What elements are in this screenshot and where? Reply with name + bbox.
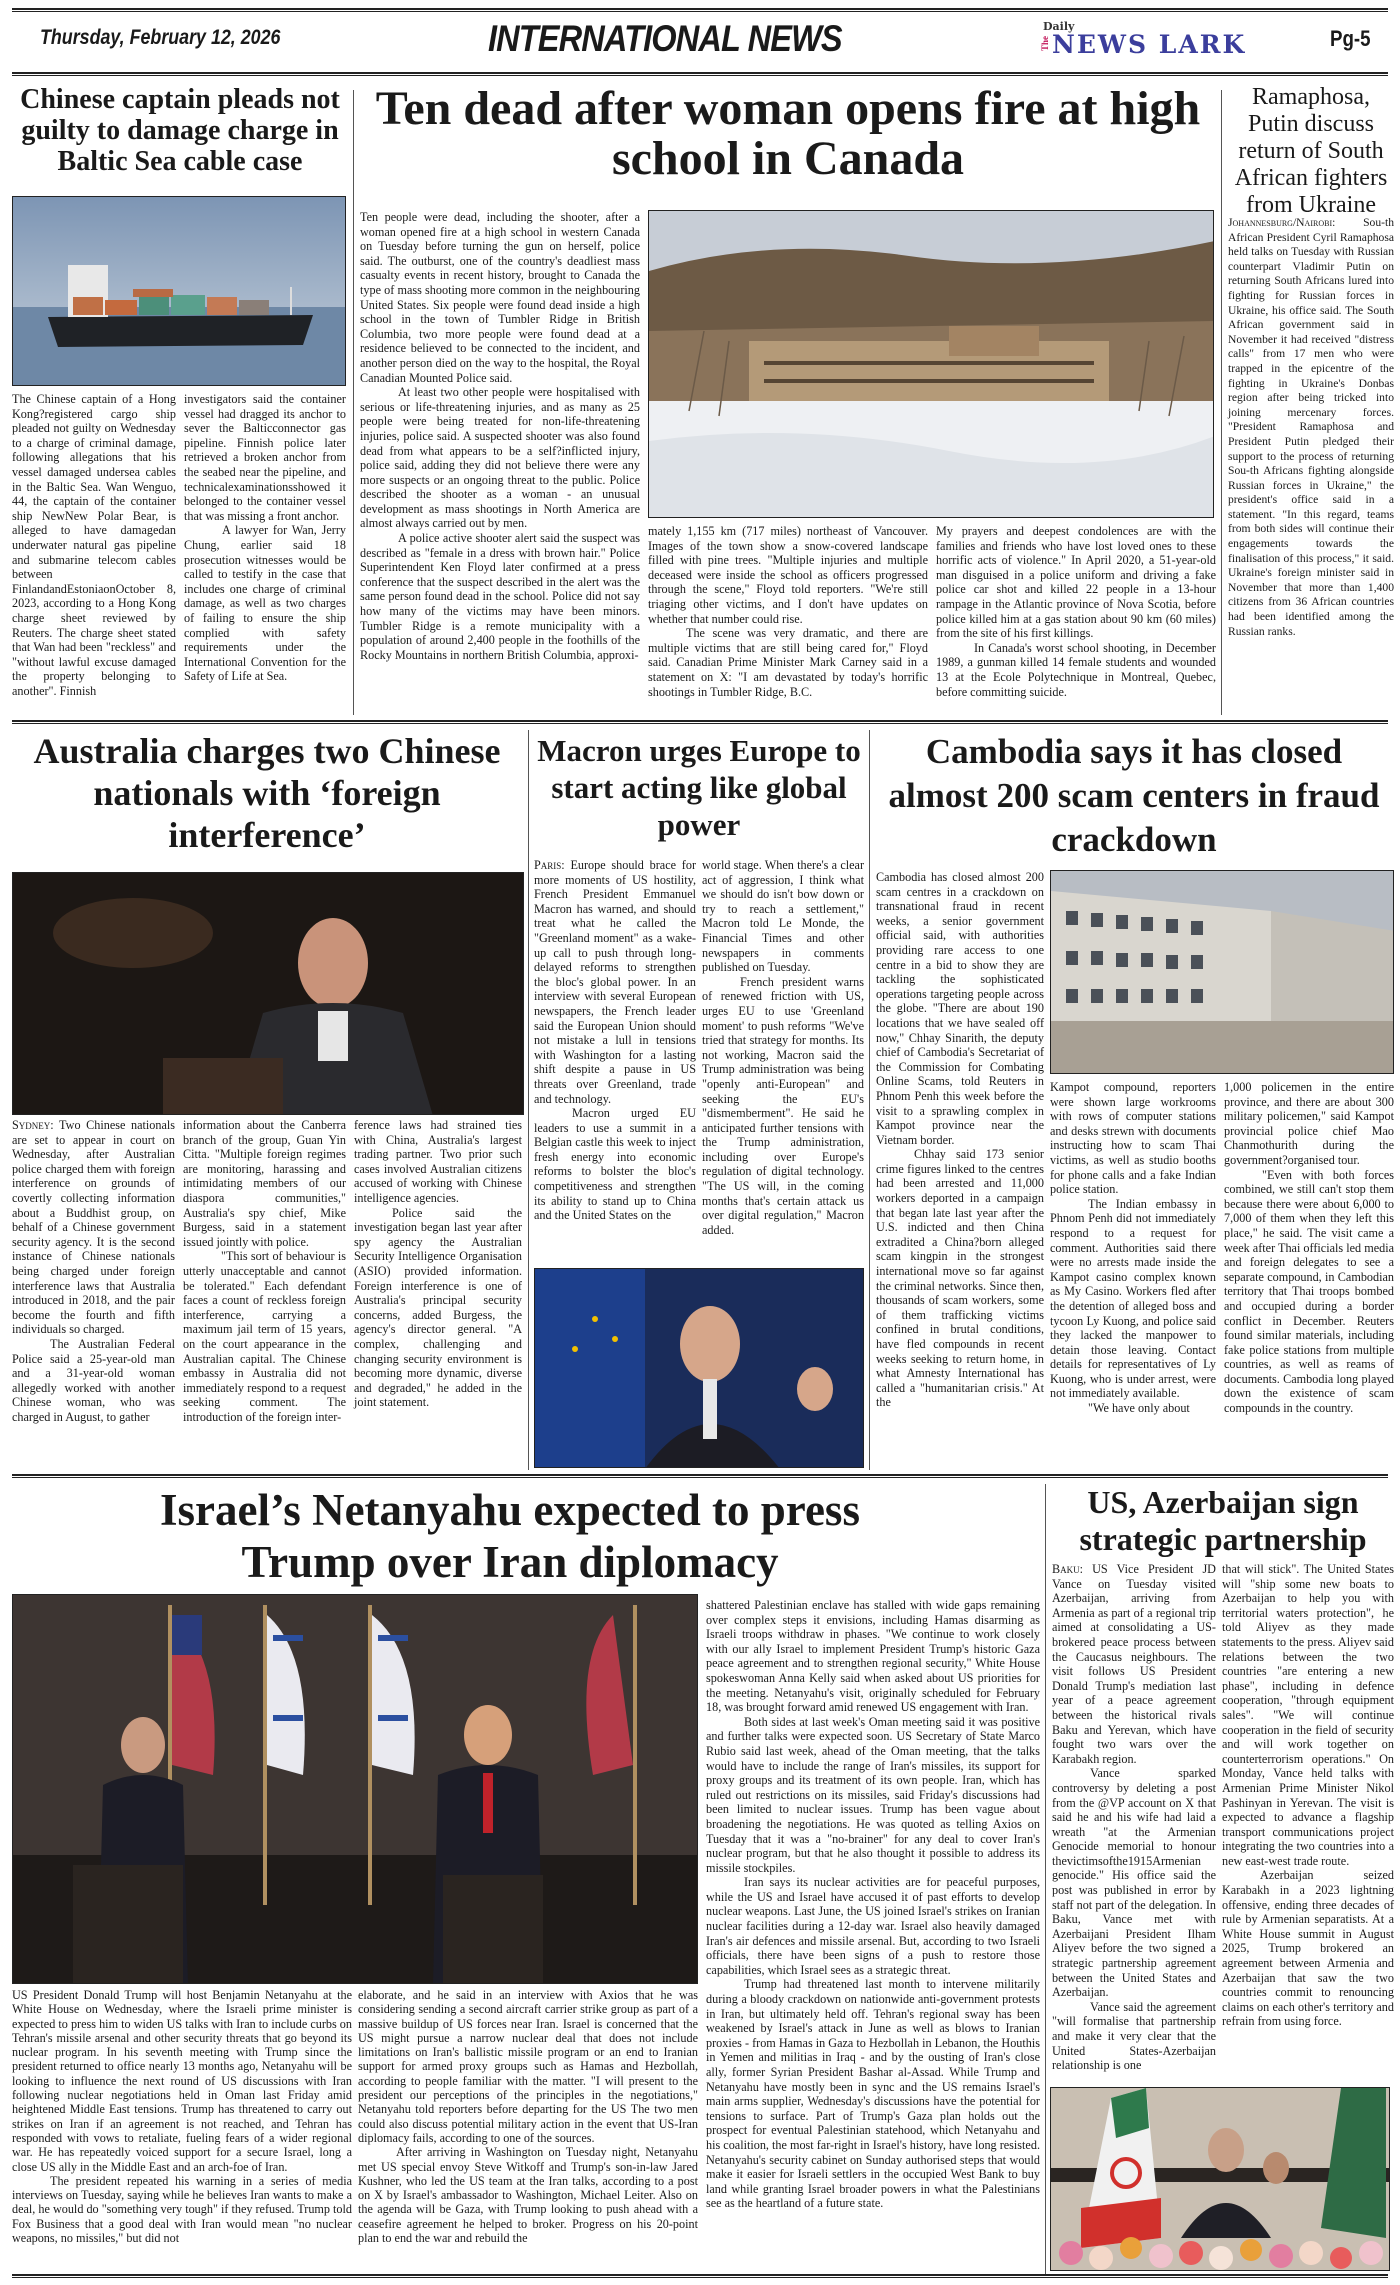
speaker-image bbox=[13, 873, 524, 1115]
paragraph: French president warns of renewed friction with US, urges EU to use 'Greenland moment' to push reforms "We've tried that strategy for months. Its not working, Macron said the Trump administration was being "openly anti-European" and seeking the EU's "dismemberment". He said he anticipated further tensions with the Trump administration, including over Europe's regulation of digital technology. "The US will, in the coming months that's certain attack us over digital regulation," Macron added. bbox=[702, 974, 864, 1237]
paragraph: "Even with both forces combined, we still can't stop them because there were about 6,000 to 7,000 of them when they left this place," he said. The visit came a week after Thai officials led media and foreign delegates to see a separate compound, in Cambodian territory that Thai troops bombed and occupied during a border conflict in December. Reuters found similar materials, including fake police stations from multiple countries, as well as reams of documents. Cambodia long played down the existence of scam compounds in the country. bbox=[1224, 1167, 1394, 1416]
body-israel-col3 bbox=[706, 1598, 1040, 2211]
ship-image bbox=[13, 197, 346, 386]
paragraph: The president repeated his warning in a series of media interviews on Tuesday, saying while he believes Iran wants to make a deal, he would do "something very tough" if they refused. Trump told Fox Business that a good deal with Iran would mean "no nuclear weapons, no missiles," but did not bbox=[12, 2173, 352, 2246]
paragraph: Cambodia has closed almost 200 scam centres in a crackdown on transnational fraud in recent weeks, a senior government official said, with authorities providing rare access to one centre in a bid to show they are tackling the sophisticated operations targeting people across the globe. "There are about 190 locations that we have sealed off now," Chhay Sinarith, the deputy chief of Cambodia's Secretariat of the Commission for Combating Online Scams, told Reuters in Phnom Penh this week before the visit to a sprawling complex in Kampot province near the Vietnam border. bbox=[876, 870, 1044, 1147]
iranian-leader-podium-photo bbox=[1050, 2087, 1390, 2271]
column-divider bbox=[528, 730, 529, 1470]
paragraph: The scene was very dramatic, and there are multiple victims that are still being cared for," Floyd said. Canadian Prime Minister Mark Carney said in a statement on X: "I am devastated by today's horrific shootings in Tumbler Ridge, B.C. bbox=[648, 626, 928, 699]
bottom-rule bbox=[12, 2274, 1388, 2278]
paragraph: In Canada's worst school shooting, in December 1989, a gunman killed 14 female students and wounded 13 at the Ecole Polytechnique in Montreal, Quebec, before committing suicide. bbox=[936, 640, 1216, 699]
paragraph: At least two other people were hospitalised with serious or life-threatening injuries, and as many as 25 people were being treated for non-life-threatening injuries, police said. A suspected shooter was also found dead from what appears to be a self?inflicted injury, police said, adding they did not believe there were any more suspects or an ongoing threat to the public. Police described the shooter as a woman - an unusual development as mass shootings in North America are almost always carried out by men. bbox=[360, 385, 640, 531]
body-israel-col1 bbox=[12, 1988, 352, 2245]
body-cambodia-col2 bbox=[1050, 1080, 1216, 1416]
body-text: Sou-th African President Cyril Ramaphosa held talks on Tuesday with Russian counterpart Vladimir Putin on returning South Africans lured into fighting for Russian forces in Ukraine, his office said. The South African government said in November it had received "distress calls" from 17 men who were trapped in the epicentre of the fighting in Ukraine's Donbas region after being tricked into joining mercenary forces. "President Ramaphosa and President Putin pledged their support to the process of returning Sou-th Africans fighting alongside Russian forces in Ukraine," the president's office said in a statement. "In this regard, teams from both sides will continue their engagements towards the finalisation of this process," it said. Ukraine's foreign minister said in November that more than 1,400 citizens from 36 African countries had been identified among the Russian ranks. bbox=[1228, 216, 1394, 638]
body-macron-col1 bbox=[534, 858, 696, 1223]
paragraph: Vance said the agreement "will formalise that partnership and make it very clear that the United States-Azerbaijan relationship is one bbox=[1052, 1999, 1216, 2073]
paragraph: The Chinese captain of a Hong Kong?registered cargo ship pleaded not guilty on Wednesday to a charge of criminal damage, following allegations that his vessel damaged undersea cables in the Baltic Sea. Wan Wenguo, 44, the captain of the container ship NewNew Polar Bear, is alleged to have damagedan underwater natural gas pipeline and submarine telecom cables between FinlandandEstoniaonOctober 8, 2023, according to a Hong Kong charge sheet reviewed by Reuters. The charge sheet stated that Wan had been "reckless" and "without lawful excuse damaged the property belonging to another". Finnish bbox=[12, 392, 176, 698]
page-header bbox=[0, 0, 1400, 78]
column-divider bbox=[353, 90, 354, 715]
building-image bbox=[1051, 871, 1394, 1074]
body-canada-col1 bbox=[360, 210, 640, 662]
column-divider bbox=[869, 730, 870, 1470]
paragraph: elaborate, and he said in an interview with Axios that he was considering sending a second aircraft carrier strike group as part of a massive buildup of US forces near Iran. Israel is concerned that the US might pursue a narrow nuclear deal that does not include limitations on Iran's ballistic missile program or an end to Iranian support for armed proxy groups such as Hamas and Hezbollah, according to people familiar with the matter. "I will present to the president our perceptions of the principles in the negotiations," Netanyahu told reporters before departing for the US The two men could also discuss potential military action in the event that US-Iran diplomacy fails, according to one of the sources. bbox=[358, 1988, 698, 2145]
paragraph: Macron urged EU leaders to use a summit in a Belgian castle this week to inject fresh energy into economic reforms to bolster the bloc's competitiveness and strengthen its ability to stand up to China and the United States on the bbox=[534, 1106, 696, 1223]
paragraph: The Indian embassy in Phnom Penh did not immediately respond to a request for comment. Authorities said there were no arrests made inside the Kampot casino complex known as My Casino. Workers fled after the detention of alleged boss and tycoon Ly Kuong, and police said they lacked the manpower to detain those leaving. Contact details for representatives of Ly Kuong, who is under arrest, were not immediately available. bbox=[1050, 1196, 1216, 1401]
paragraph: that will stick". The United States will "ship some new boats to Azerbaijan to help you with territorial waters protection", he told Aliyev as they made statements to the press. Aliyev said relations between the two countries "are entering a new phase", including in defence cooperation, "through equipment sales". "We will continue cooperation in the field of security and will work together on counterterrorism operations." On Monday, Vance held talks with Armenian Prime Minister Nikol Pashinyan in Yerevan. The visit is expected to advance a flagship transport communications project integrating the two countries into a new east-west trade route. bbox=[1222, 1562, 1394, 1868]
paragraph: information about the Canberra branch of the group, Guan Yin Citta. "Multiple foreign regimes are monitoring, harassing and intimidating members of our diaspora communities," Australia's spy chief, Mike Burgess, said in a statement issued jointly with police. bbox=[183, 1118, 346, 1249]
macron-speaking-photo bbox=[534, 1268, 864, 1468]
body-macron-col2 bbox=[702, 858, 864, 1237]
paragraph: "We have only about bbox=[1088, 1401, 1190, 1416]
body-canada-col3 bbox=[936, 524, 1216, 699]
logo-daily: Daily bbox=[1043, 20, 1075, 33]
headline-israel: Israel’s Netanyahu expected to press Trump over Iran diplomacy bbox=[160, 1485, 860, 1587]
paragraph bbox=[1052, 1562, 1216, 1766]
paragraph: 1,000 policemen in the entire province, and there are about 300 military policemen," said Kampot provincial police chief Mao Chanmothurith during the government?organised tour. bbox=[1224, 1080, 1394, 1167]
paragraph bbox=[1228, 216, 1394, 639]
newspaper-logo bbox=[1040, 20, 1310, 64]
paragraph: US President Donald Trump will host Benjamin Netanyahu at the White House on Wednesday, where the Israeli prime minister is expected to press him to widen US talks with Iran to include curbs on Tehran's missile arsenal and other security threats that go beyond its nuclear program. In his seventh meeting with Trump since the president returned to office nearly 13 months ago, Netanyahu will be looking to influence the next round of US discussions with Iran following nuclear negotiations held in Oman last Friday amid heightened Middle East tensions. Trump has threatened to carry out strikes on Iran if an agreement is not reached, and Tehran has responded with vows to retaliate, fueling fears of a wider regional war. He has repeatedly voiced support for a secure Israel, long a close US ally in the Middle East and an arch-foe of Iran. bbox=[12, 1988, 352, 2174]
headline-azerbaijan: US, Azerbaijan sign strategic partnership bbox=[1079, 1484, 1367, 1557]
body-australia-col3 bbox=[354, 1118, 522, 1410]
paragraph: A police active shooter alert said the suspect was described as "female in a dress with brown hair." Police Superintendent Ken Floyd later confirmed at a press conference that the suspect described in the alert was the same person found dead in the school. Police did not say how many of the victims may have been minors. Tumbler Ridge is a remote municipality with a population of around 2,400 people in the foothills of the Rocky Mountains in northern British Columbia, approxi- bbox=[360, 531, 640, 662]
paragraph: The Australian Federal Police said a 25-year-old man and a 31-year-old woman allegedly worked with another Chinese woman, who was charged in August, to gather bbox=[12, 1336, 175, 1424]
body-text: US Vice President JD Vance on Tuesday visited Azerbaijan, arriving from Armenia as part of a regional trip aimed at consolidating a US-brokered peace process between the Caucasus neighbours. The visit follows US President Donald Trump's mediation last year of a peace agreement between the historical rivals Baku and Yerevan, which have fought two wars over the Karabakh region. bbox=[1052, 1562, 1216, 1766]
container-ship-photo bbox=[12, 196, 346, 386]
logo-name: NEWS LARK bbox=[1052, 30, 1247, 59]
headline-ramaphosa: Ramaphosa, Putin discuss return of South African fighters from Ukraine bbox=[1234, 84, 1388, 218]
paragraph: My prayers and deepest condolences are with the families and friends who have lost loved ones to these horrific acts of violence." In April 2020, a 51-year-old man disguised in a police uniform and driving a fake police car shot and killed 22 people in a 13-hour rampage in the Atlantic province of Nova Scotia, before police killed him at a gas station about 90 km (60 miles) from the site of his first killings. bbox=[936, 524, 1216, 641]
paragraph: mately 1,155 km (717 miles) northeast of Vancouver. Images of the town show a snow-covered landscape filled with pine trees. "Multiple injuries and multiple deceased were inside the school as officers progressed through the scene," Floyd told reporters. "We're still triaging other victims, and I don't have updates on whether that number could rise. bbox=[648, 524, 928, 626]
body-australia-col2 bbox=[183, 1118, 346, 1424]
column-divider bbox=[1221, 90, 1222, 715]
paragraph: ference laws had strained ties with China, Australia's largest trading partner. Two prior such cases involved Australian citizens accused of working with Chinese intelligence agencies. bbox=[354, 1118, 522, 1205]
snowy-school-photo bbox=[648, 210, 1214, 518]
dateline: Johannesburg/Nairobi: bbox=[1228, 216, 1336, 229]
leaders-image bbox=[13, 1595, 698, 1984]
section-title: INTERNATIONAL NEWS bbox=[488, 18, 842, 59]
section-rule bbox=[12, 720, 1388, 724]
body-australia-col1 bbox=[12, 1118, 175, 1424]
headline-cambodia: Cambodia says it has closed almost 200 scam centers in fraud crackdown bbox=[888, 732, 1380, 859]
dateline: Baku: bbox=[1052, 1562, 1084, 1576]
paragraph: Vance sparked controversy by deleting a post from the @VP account on X that said he and his wife had laid a wreath "at the Armenian Genocide memorial to honour thevictimsofthe1915Armenian genocide." His office said the post was published in error by staff not part of the delegation. In Baku, Vance met with Azerbaijani President Ilham Aliyev before the two signed a strategic partnership agreement between the United States and Azerbaijan. bbox=[1052, 1766, 1216, 2000]
paragraph bbox=[12, 1118, 175, 1337]
body-cambodia-col1 bbox=[876, 870, 1044, 1410]
column-divider bbox=[1045, 1484, 1046, 2274]
paragraph: Trump had threatened last month to intervene militarily during a bloody crackdown on nationwide anti-government protests in Iran, but ultimately held off. Tehran's regional sway has been weakened by Israel's attack in June as well as blows to Iranian proxies - from Hamas in Gaza to Hezbollah in Lebanon, the Houthis in Yemen and militias in Iraq - and by the ousting of Iran's close ally, former Syrian President Bashar al-Assad. While Trump and Netanyahu have mostly been in sync and the US remains Israel's main arms supplier, Wednesday's discussions have the potential for tensions to surface. Part of Trump's Gaza plan holds out the prospect for eventual Palestinian statehood, which Netanyahu and his coalition, the most far-right in Israel's history, have long resisted. Netanyahu's security cabinet on Sunday authorised steps that would make it easier for Israeli settlers in the occupied West Bank to buy land while granting Israel broader powers in what the Palestinians see as the heartland of a future state. bbox=[706, 1977, 1040, 2211]
issue-date: Thursday, February 12, 2026 bbox=[40, 26, 281, 49]
body-ramaphosa bbox=[1228, 216, 1394, 639]
paragraph: investigators said the container vessel had dragged its anchor to sever the Balticconnector gas pipeline. Finnish police later retrieved a broken anchor from the seabed near the pipeline, and technicalexaminationsshowed it belonged to the container vessel that was missing a front anchor. bbox=[184, 392, 346, 523]
paragraph: Iran says its nuclear activities are for peaceful purposes, while the US and Israel have accused it of past efforts to develop nuclear weapons. Last June, the US joined Israel's strikes on Iranian nuclear facilities during a 12-day war. Israel also heavily damaged Iran's air defences and missile arsenal. But, according to two Israeli officials, there have been signs of a push to restore those capabilities, which Israel sees as a strategic threat. bbox=[706, 1875, 1040, 1977]
speaker-at-podium-photo bbox=[12, 872, 524, 1115]
scam-compound-building-photo bbox=[1050, 870, 1394, 1074]
paragraph: Azerbaijan seized Karabakh in a 2023 lightning offensive, ending three decades of rule by Armenian separatists. At a White House summit in August 2025, Trump brokered an agreement between Armenia and Azerbaijan that saw the two countries commit to renouncing claims on each other's territory and refrain from using force. bbox=[1222, 1868, 1394, 2029]
paragraph: After arriving in Washington on Tuesday night, Netanyahu met US special envoy Steve Witkoff and Trump's son-in-law Jared Kushner, who led the US team at the Iran talks, according to a post on X by Israel's ambassador to Washington, Michael Leiter. Also on the agenda will be Gaza, with Trump looking to push ahead with a ceasefire agreement he helped to broker. Progress on his 20-point plan to end the war and rebuild the bbox=[358, 2145, 698, 2246]
headline-australia: Australia charges two Chinese nationals with ‘foreign interference’ bbox=[33, 731, 501, 855]
paragraph: Both sides at last week's Oman meeting said it was positive and further talks were expected soon. US Secretary of State Marco Rubio said last week, ahead of the Oman meeting, that the talks would have to include the range of Iran's missiles, its support for proxy groups and its treatment of its own people. Iran, which has ruled out restrictions on its missiles, said Friday's discussions had been limited to nuclear issues. Trump has been vague about broadening the negotiations. He was quoted as telling Axios on Tuesday that it was a "no-brainer" for any deal to cover Iran's nuclear program, but that he also thought it possible to address its missile stockpiles. bbox=[706, 1714, 1040, 1875]
paragraph: shattered Palestinian enclave has stalled with wide gaps remaining over complex steps it envisions, including Hamas disarming as Israeli troops withdraw in phases. "We continue to work closely with our ally Israel to implement President Trump's historic Gaza peace agreement and to strengthen regional security," White House spokeswoman Anna Kelly said when asked about US priorities for the meeting. Netanyahu's visit, originally scheduled for February 18, was brought forward amid renewed US engagement with Iran. bbox=[706, 1598, 1040, 1715]
school-image bbox=[649, 211, 1214, 518]
body-baltic-col2 bbox=[184, 392, 346, 684]
body-israel-col2 bbox=[358, 1988, 698, 2245]
headline-canada: Ten dead after woman opens fire at high school in Canada bbox=[375, 82, 1201, 185]
section-rule bbox=[12, 1474, 1388, 1478]
paragraph: A lawyer for Wan, Jerry Chung, earlier said 18 prosecution witnesses would be called to testify in the case that includes one charge of criminal damage, as well as two charges of failing to ensure the ship complied with safety requirements under the International Convention for the Safety of Life at Sea. bbox=[184, 523, 346, 684]
header-bottom-rule bbox=[12, 72, 1388, 76]
logo-the: The bbox=[1040, 36, 1050, 52]
dateline: Sydney: bbox=[12, 1118, 54, 1132]
paragraph: Kampot compound, reporters were shown large workrooms with rows of computer stations and desks strewn with documents instructing how to scam Thai victims, as well as studio booths for phone calls and a fake Indian police station. bbox=[1050, 1080, 1216, 1197]
body-azerbaijan-col1 bbox=[1052, 1562, 1216, 2073]
body-azerbaijan-col2 bbox=[1222, 1562, 1394, 2029]
paragraph: world stage. When there's a clear act of aggression, I think what we should do isn't bow down or try to reach a settlement," Macron told Le Monde, the Financial Times and other newspapers in comments published on Tuesday. bbox=[702, 858, 864, 975]
body-baltic-col1 bbox=[12, 392, 176, 698]
paragraph: Chhay said 173 senior crime figures linked to the centres had been arrested and 11,000 workers deported in a campaign that began late last year after the U.S. indicted and then China extradited a China?born alleged scam kingpin in the strongest international move so far against the criminal networks. Since then, thousands of scam workers, some of them trafficking victims confined in brutal conditions, have fled compounds in recent weeks seeking to return home, in what Amnesty International has called a "humanitarian crisis." At the bbox=[876, 1147, 1044, 1410]
headline-macron: Macron urges Europe to start acting like global power bbox=[537, 733, 861, 842]
paragraph: Ten people were dead, including the shooter, after a woman opened fire at a high school in western Canada on Tuesday before turning the gun on herself, police said. The outburst, one of the country's deadliest mass casualty events in recent history, brought to Canada the type of mass shooting more common in the neighbouring United States. Six people were found dead inside a high school in the town of Tumbler Ridge in British Columbia, two more people were found dead at a residence believed to be connected to the incident, and another person died on the way to the hospital, the Royal Canadian Mounted Police said. bbox=[360, 210, 640, 385]
netanyahu-trump-flags-photo bbox=[12, 1594, 698, 1984]
macron-image bbox=[535, 1269, 864, 1468]
paragraph: "This sort of behaviour is utterly unacceptable and cannot be tolerated." Each defendant faces a count of reckless foreign interference, carrying a maximum jail term of 15 years, on the court appearance in the Australian capital. The Chinese embassy in Australia did not immediately respond to a request seeking comment. The introduction of the foreign inter- bbox=[183, 1249, 346, 1424]
body-canada-col2 bbox=[648, 524, 928, 699]
headline-baltic: Chinese captain pleads not guilty to damage charge in Baltic Sea cable case bbox=[20, 84, 340, 177]
body-text: Europe should brace for more moments of US hostility, French President Emmanuel Macron has warned, and should treat what he called the "Greenland moment" as a wake-up call to push through long-delayed reforms to strengthen the bloc's global power. In an interview with several European newspapers, the French leader said the European Union should not mistake a lull in tensions with Washington for a lasting shift despite a pause in US threats over Greenland, trade and technology. bbox=[534, 858, 696, 1106]
body-cambodia-col3 bbox=[1224, 1080, 1394, 1416]
dateline: Paris: bbox=[534, 858, 565, 872]
podium-image bbox=[1051, 2088, 1390, 2271]
page-number: Pg-5 bbox=[1330, 26, 1371, 51]
paragraph: Police said the investigation began last year after spy agency the Australian Security Intelligence Organisation (ASIO) provided information. Foreign interference is one of Australia's principal security concerns, added Burgess, the agency's director general. "A complex, challenging and changing security environment is becoming more dynamic, diverse and degraded," he added in the joint statement. bbox=[354, 1205, 522, 1410]
paragraph bbox=[534, 858, 696, 1106]
body-text: Two Chinese nationals are set to appear in court on Wednesday, after Australian police charged them with foreign interference on grounds of covertly collecting information about a Buddhist group, on behalf of a Chinese government security agency. It is the second instance of Chinese nationals being charged under foreign interference laws that Australia introduced in 2018, and the pair become the fourth and fifth individuals so charged. bbox=[12, 1118, 175, 1337]
